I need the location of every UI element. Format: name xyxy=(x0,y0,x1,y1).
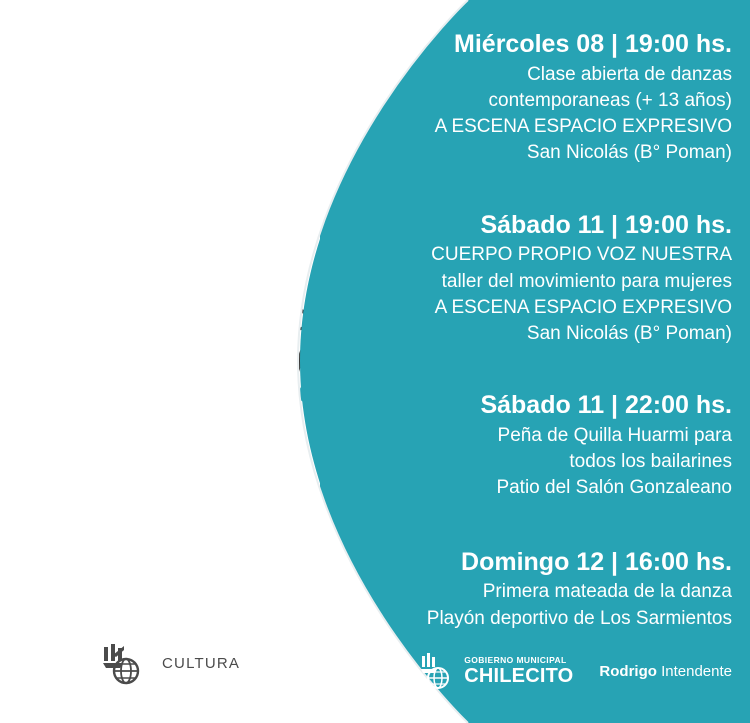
chilecito-monument-icon xyxy=(419,651,457,691)
event-line: Peña de Quilla Huarmi para xyxy=(497,425,732,446)
cultura-monument-icon xyxy=(100,641,152,685)
event-line: A ESCENA ESPACIO EXPRESIVO xyxy=(434,116,732,138)
event-title: Domingo 12 | 16:00 hs. xyxy=(461,547,732,576)
event-line: Clase abierta de danzas xyxy=(527,63,732,85)
event-line: taller del movimiento para mujeres xyxy=(441,270,732,292)
event-line: San Nicolás (B° Poman) xyxy=(526,142,732,164)
cultura-logo xyxy=(100,641,240,685)
chilecito-government-logo xyxy=(419,651,573,691)
event-line: todos los bailarines xyxy=(569,451,732,473)
gov-bottom-label: CHILECITO xyxy=(464,664,574,687)
event-item xyxy=(332,546,732,632)
event-item xyxy=(332,389,732,501)
event-item xyxy=(332,28,732,167)
event-line: Primera mateada de la danza xyxy=(482,581,732,603)
event-item xyxy=(332,209,732,348)
event-line: Patio del Salón Gonzaleano xyxy=(496,477,732,499)
event-line: Playón deportivo de Los Sarmientos xyxy=(426,607,732,629)
cultura-label: CULTURA xyxy=(162,654,241,672)
event-title: Sábado 11 | 22:00 hs. xyxy=(480,391,732,420)
event-title: Miércoles 08 | 19:00 hs. xyxy=(454,30,732,58)
events-list xyxy=(320,0,750,723)
event-line: contemporaneas (+ 13 años) xyxy=(488,89,732,111)
event-line: A ESCENA ESPACIO EXPRESIVO xyxy=(434,296,732,318)
mayor-name: Rodrigo xyxy=(599,662,657,680)
event-line: San Nicolás (B° Poman) xyxy=(526,323,732,345)
gov-top-label: GOBIERNO MUNICIPAL xyxy=(464,655,567,666)
event-title: Sábado 11 | 19:00 hs. xyxy=(480,210,732,239)
mayor-credit xyxy=(599,663,732,680)
mayor-role: Intendente xyxy=(661,662,732,680)
government-footer xyxy=(419,651,732,691)
event-line: CUERPO PROPIO VOZ NUESTRA xyxy=(431,244,732,266)
